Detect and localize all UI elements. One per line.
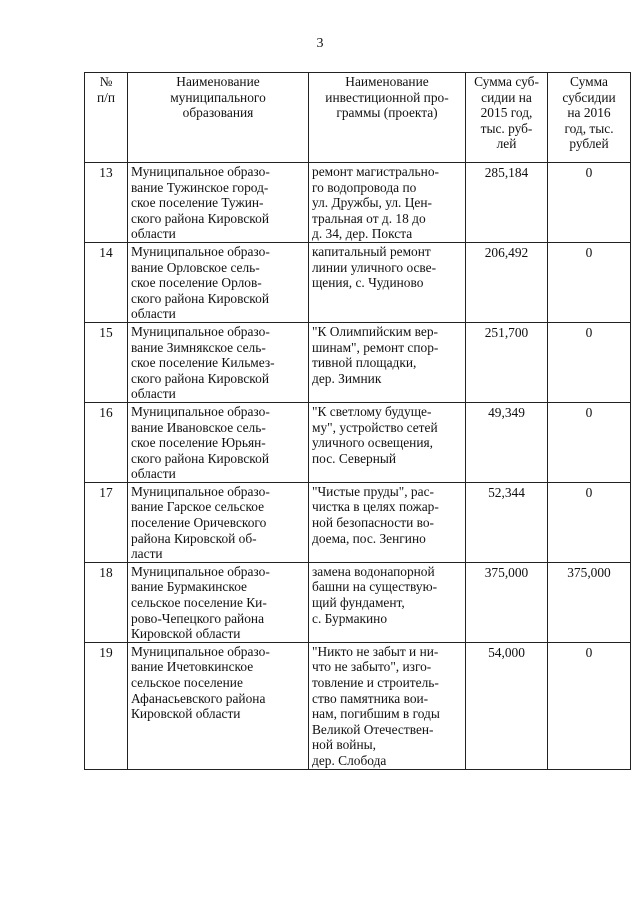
row-municipality: Муниципальное образо- вание Гарское сельское поселение Оричевского района Кировской об- ласти <box>128 482 309 562</box>
row-program: "К Олимпийским вер- шинам", ремонт спор- тивной площадки, дер. Зимник <box>309 322 466 402</box>
header-sum-2016: Сумма субсидии на 2016 год, тыс. рублей <box>548 73 631 163</box>
row-sum-2015: 375,000 <box>466 562 548 642</box>
table-row <box>85 322 631 402</box>
row-num: 17 <box>85 482 128 562</box>
row-num: 16 <box>85 402 128 482</box>
row-sum-2015: 52,344 <box>466 482 548 562</box>
table-row <box>85 642 631 769</box>
table-row <box>85 562 631 642</box>
table-header <box>85 73 631 163</box>
table-row <box>85 242 631 322</box>
table-body <box>85 163 631 770</box>
row-num: 19 <box>85 642 128 769</box>
table-row <box>85 402 631 482</box>
row-sum-2015: 206,492 <box>466 242 548 322</box>
table-row <box>85 163 631 243</box>
subsidy-table <box>84 72 631 770</box>
row-sum-2016: 0 <box>548 163 631 243</box>
header-sum-2015: Сумма суб- сидии на 2015 год, тыс. руб- лей <box>466 73 548 163</box>
row-municipality: Муниципальное образо- вание Ивановское сель- ское поселение Юрьян- ского района Кировской области <box>128 402 309 482</box>
row-sum-2016: 0 <box>548 402 631 482</box>
table-row <box>85 482 631 562</box>
row-municipality: Муниципальное образо- вание Орловское сель- ское поселение Орлов- ского района Кировской области <box>128 242 309 322</box>
row-municipality: Муниципальное образо- вание Ичетовкинское сельское поселение Афанасьевского района Кировской области <box>128 642 309 769</box>
row-num: 15 <box>85 322 128 402</box>
row-municipality: Муниципальное образо- вание Зимнякское сель- ское поселение Кильмез- ского района Кировской области <box>128 322 309 402</box>
header-row <box>85 73 631 163</box>
row-municipality: Муниципальное образо- вание Бурмакинское сельское поселение Ки- рово-Чепецкого района Кировской области <box>128 562 309 642</box>
row-program: "Никто не забыт и ни- что не забыто", изго- товление и строитель- ство памятника вои- нам, погибшим в годы Великой Отечествен- ной войны, дер. Слобода <box>309 642 466 769</box>
row-num: 13 <box>85 163 128 243</box>
row-program: ремонт магистрально- го водопровода по ул. Дружбы, ул. Цен- тральная от д. 18 до д. 34, дер. Покста <box>309 163 466 243</box>
row-sum-2016: 0 <box>548 322 631 402</box>
row-municipality: Муниципальное образо- вание Тужинское город- ское поселение Тужин- ского района Кировской области <box>128 163 309 243</box>
row-sum-2016: 0 <box>548 642 631 769</box>
row-program: "Чистые пруды", рас- чистка в целях пожар- ной безопасности во- доема, пос. Зенгино <box>309 482 466 562</box>
row-sum-2015: 54,000 <box>466 642 548 769</box>
page-number: 3 <box>316 36 324 51</box>
row-program: замена водонапорной башни на существую- щий фундамент, с. Бурмакино <box>309 562 466 642</box>
row-sum-2016: 375,000 <box>548 562 631 642</box>
row-sum-2016: 0 <box>548 482 631 562</box>
row-program: капитальный ремонт линии уличного осве- щения, с. Чудиново <box>309 242 466 322</box>
row-program: "К светлому будуще- му", устройство сетей уличного освещения, пос. Северный <box>309 402 466 482</box>
row-sum-2016: 0 <box>548 242 631 322</box>
row-sum-2015: 251,700 <box>466 322 548 402</box>
header-num: № п/п <box>85 73 128 163</box>
row-num: 14 <box>85 242 128 322</box>
row-num: 18 <box>85 562 128 642</box>
row-sum-2015: 285,184 <box>466 163 548 243</box>
header-municipality: Наименование муниципального образования <box>128 73 309 163</box>
header-program: Наименование инвестиционной про- граммы (проекта) <box>309 73 466 163</box>
row-sum-2015: 49,349 <box>466 402 548 482</box>
